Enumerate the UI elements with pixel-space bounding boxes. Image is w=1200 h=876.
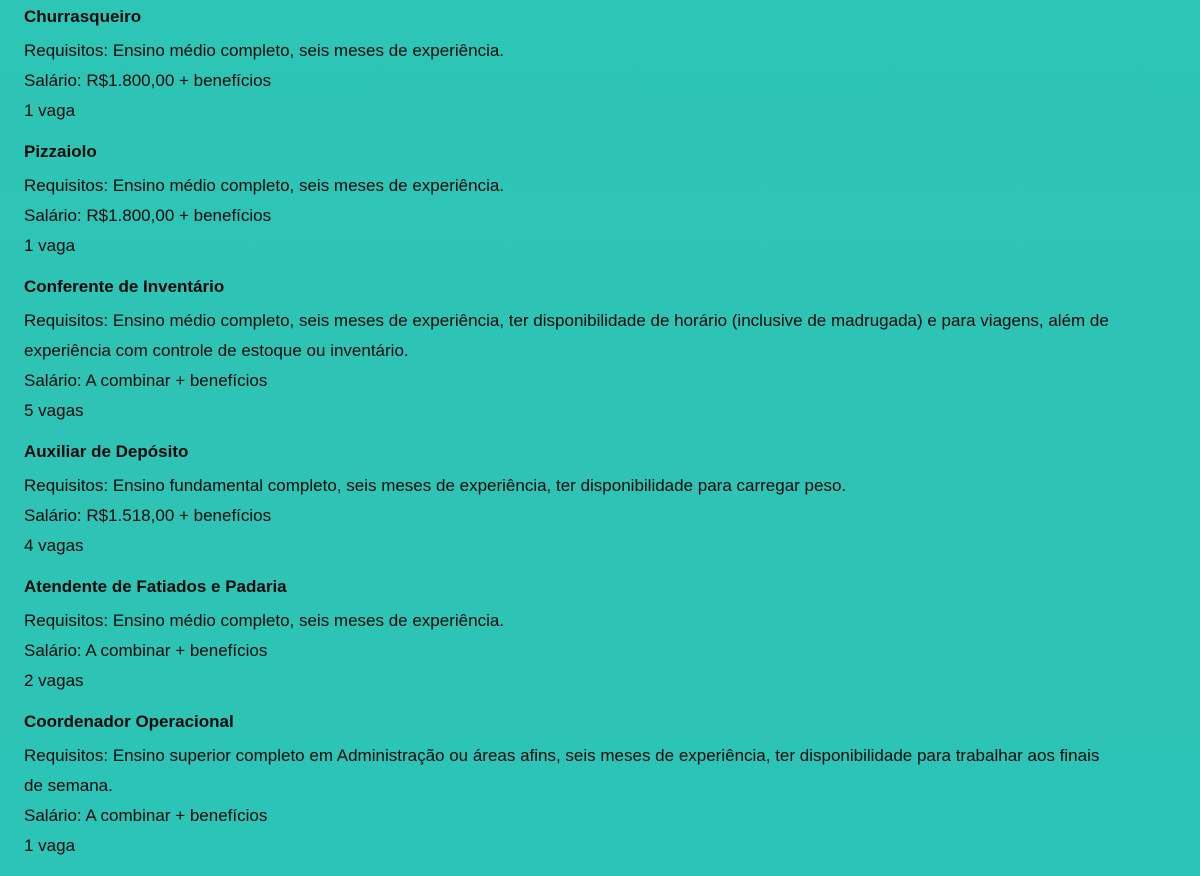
job-requirements: Requisitos: Ensino médio completo, seis meses de experiência, ter disponibilidade de horário (inclusive de madrugada) e para viagens, além de experiência com controle de estoque ou inventário. bbox=[24, 311, 1109, 360]
job-listing-churrasqueiro bbox=[24, 6, 1176, 126]
job-requirements: Requisitos: Ensino médio completo, seis meses de experiência. bbox=[24, 176, 505, 195]
job-openings: 1 vaga bbox=[24, 101, 76, 120]
job-requirements: Requisitos: Ensino superior completo em Administração ou áreas afins, seis meses de experiência, ter disponibilidade para trabalhar aos finais de semana. bbox=[24, 746, 1100, 795]
job-salary: Salário: R$1.800,00 + benefícios bbox=[24, 71, 272, 90]
job-openings: 4 vagas bbox=[24, 536, 84, 555]
job-title: Churrasqueiro bbox=[24, 7, 142, 26]
job-salary: Salário: R$1.518,00 + benefícios bbox=[24, 506, 272, 525]
job-listing-auxiliar-de-deposito bbox=[24, 441, 1176, 561]
job-listing-coordenador-operacional bbox=[24, 711, 1176, 861]
job-openings: 2 vagas bbox=[24, 671, 84, 690]
job-title: Auxiliar de Depósito bbox=[24, 442, 189, 461]
job-title: Conferente de Inventário bbox=[24, 277, 225, 296]
job-openings: 1 vaga bbox=[24, 236, 76, 255]
job-title: Coordenador Operacional bbox=[24, 712, 234, 731]
job-salary: Salário: R$1.800,00 + benefícios bbox=[24, 206, 272, 225]
job-salary: Salário: A combinar + benefícios bbox=[24, 806, 268, 825]
job-salary: Salário: A combinar + benefícios bbox=[24, 641, 268, 660]
job-openings: 5 vagas bbox=[24, 401, 84, 420]
job-salary: Salário: A combinar + benefícios bbox=[24, 371, 268, 390]
job-listing-atendente-de-fatiados-e-padaria bbox=[24, 576, 1176, 696]
job-listing-pizzaiolo bbox=[24, 141, 1176, 261]
job-openings: 1 vaga bbox=[24, 836, 76, 855]
job-requirements: Requisitos: Ensino médio completo, seis meses de experiência. bbox=[24, 41, 505, 60]
job-requirements: Requisitos: Ensino fundamental completo, seis meses de experiência, ter disponibilidade para carregar peso. bbox=[24, 476, 847, 495]
job-title: Atendente de Fatiados e Padaria bbox=[24, 577, 287, 596]
job-listing-conferente-de-inventario bbox=[24, 276, 1176, 426]
job-requirements: Requisitos: Ensino médio completo, seis meses de experiência. bbox=[24, 611, 505, 630]
job-title: Pizzaiolo bbox=[24, 142, 97, 161]
